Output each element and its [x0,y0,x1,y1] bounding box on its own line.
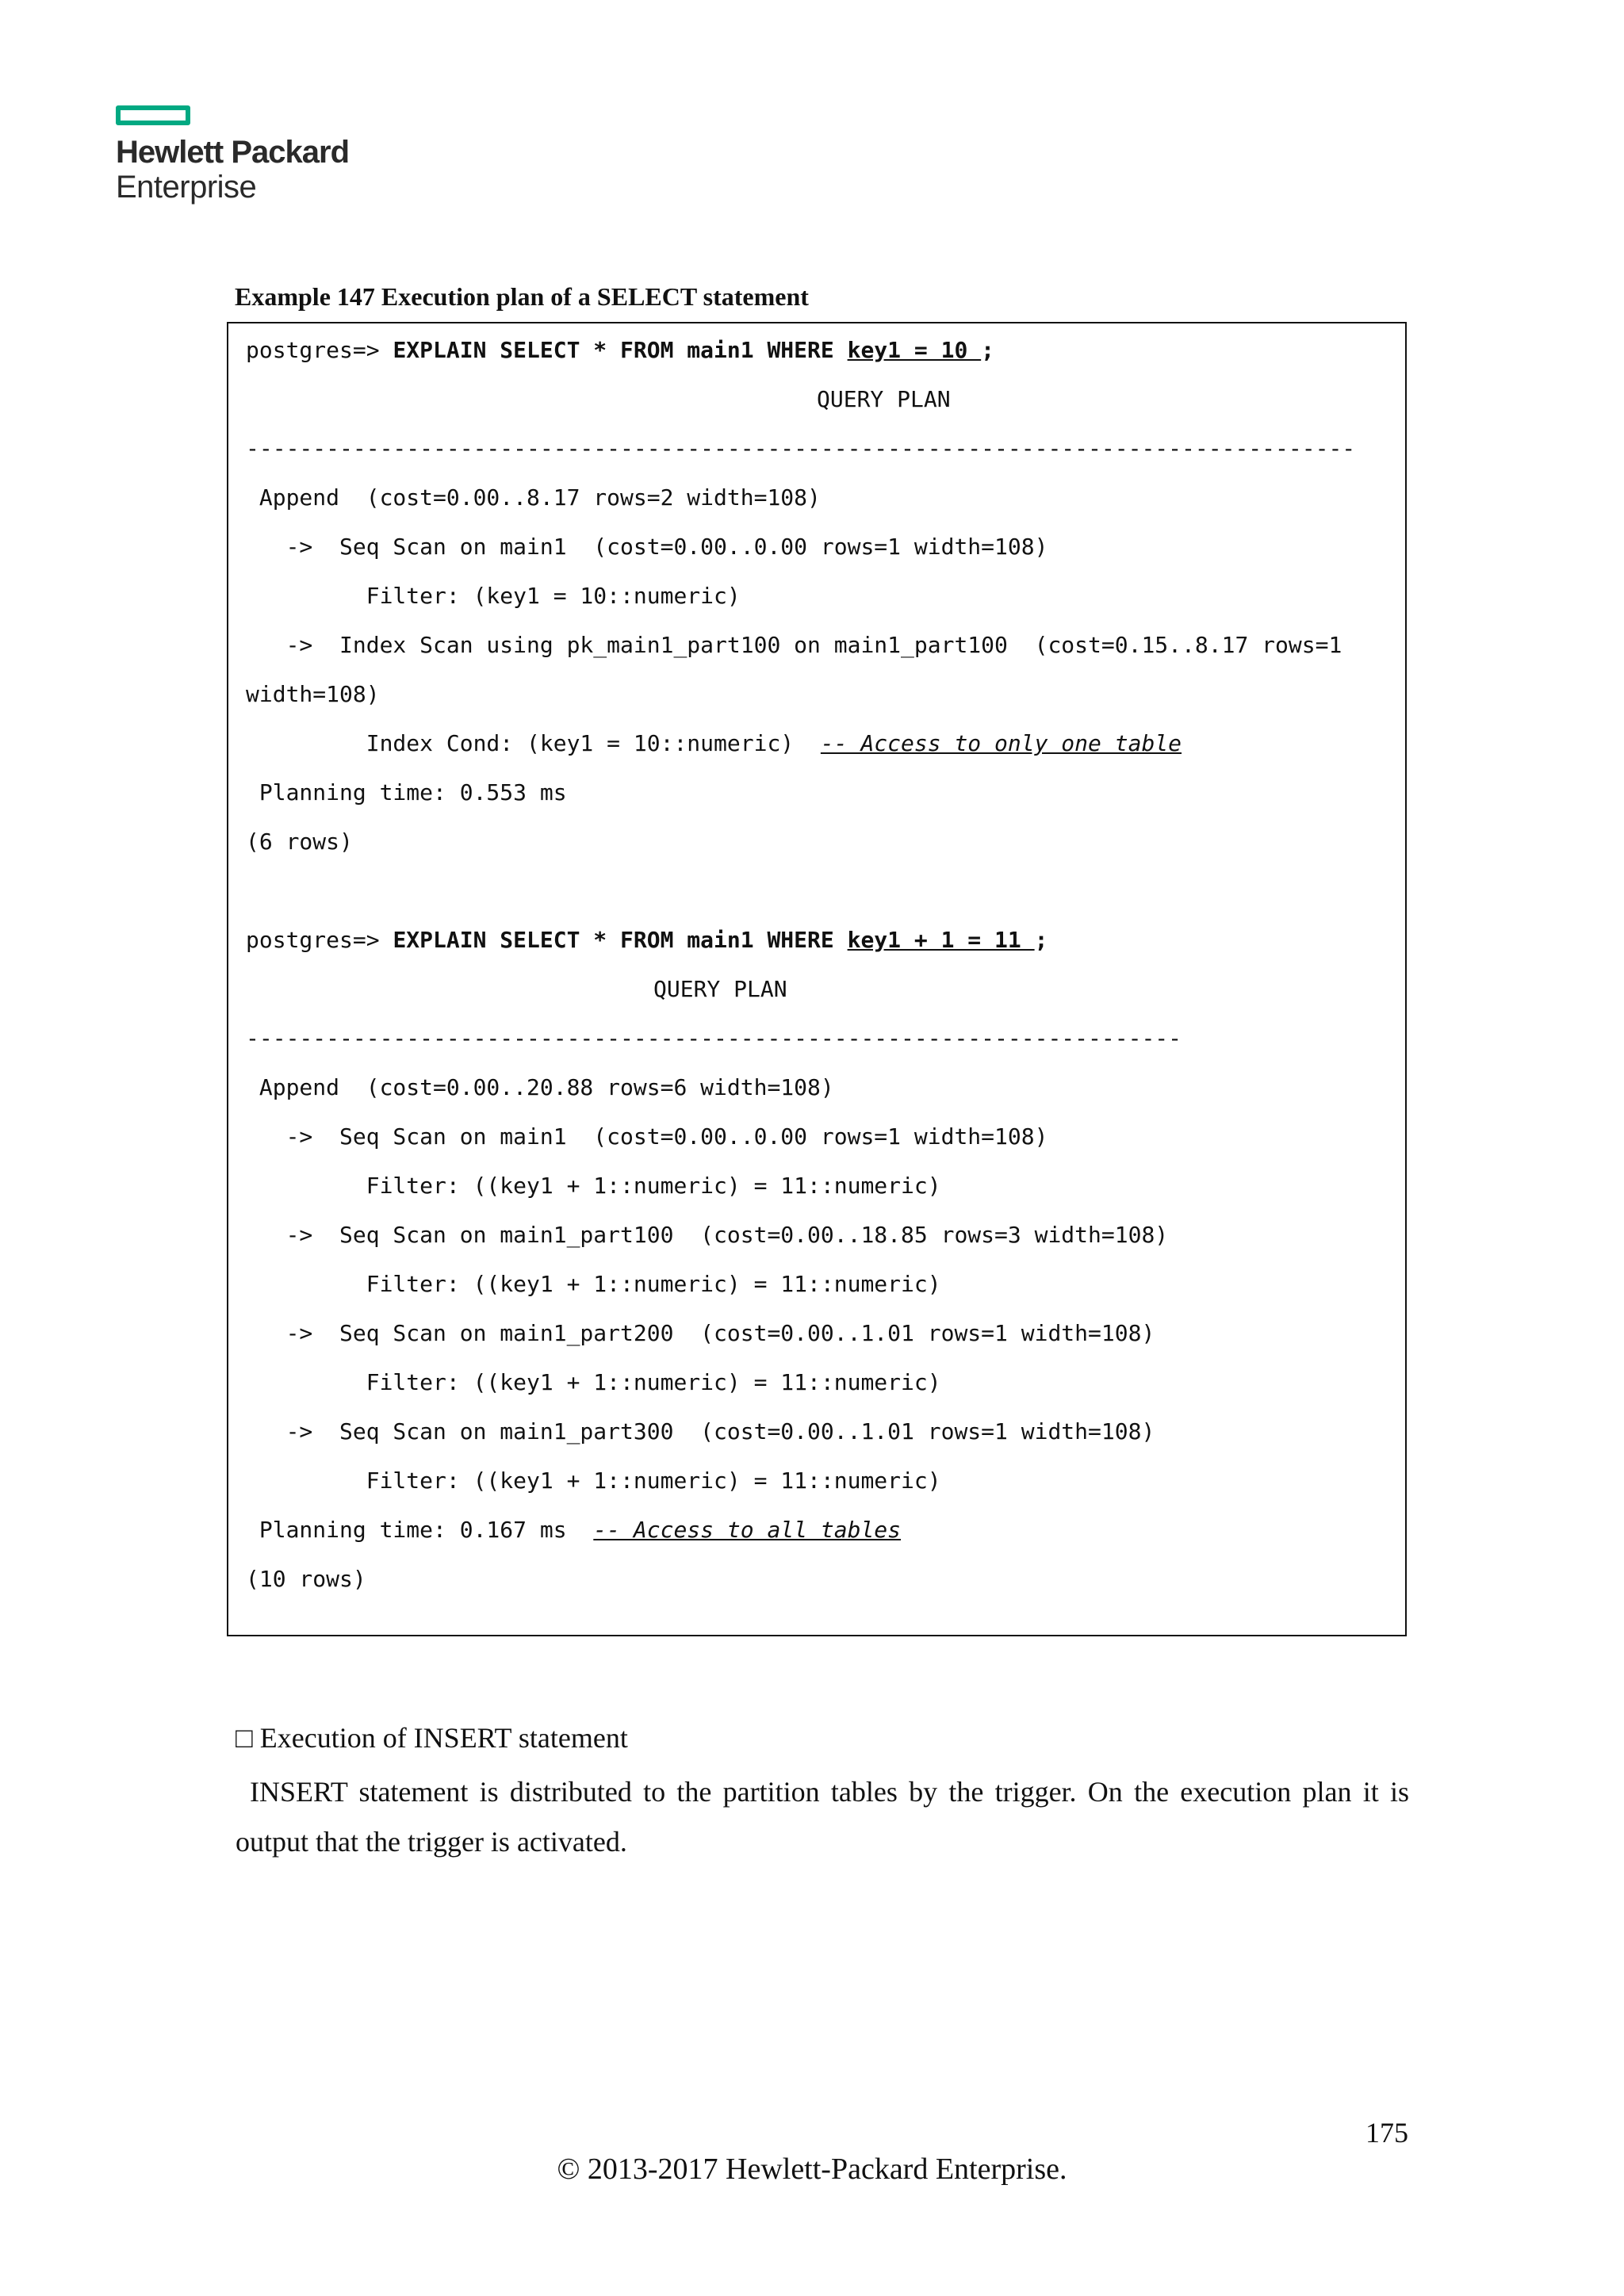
plan-line: Filter: (key1 = 10::numeric) [246,583,741,609]
code-command: EXPLAIN SELECT * FROM main1 WHERE [393,927,848,953]
code-command-1 [246,335,994,366]
code-condition: key1 + 1 = 11 [847,927,1035,953]
plan-comment: -- Access to all tables [593,1517,902,1543]
code-prompt: postgres=> [246,927,393,953]
plan-line: Filter: ((key1 + 1::numeric) = 11::numeric) [246,1369,941,1395]
plan-line: width=108) [246,681,380,707]
plan-line: -> Index Scan using pk_main1_part100 on main1_part100 (cost=0.15..8.17 rows=1 [246,632,1342,658]
code-condition: key1 = 10 [847,337,982,363]
plan-comment: -- Access to only one table [820,730,1182,756]
plan-line-text: Planning time: 0.167 ms [246,1517,594,1543]
body-paragraph: INSERT statement is distributed to the partition tables by the trigger. On the execution plan it is output that the trigger is activated. [236,1776,1409,1858]
plan-line: -> Seq Scan on main1 (cost=0.00..0.00 rows=1 width=108) [246,534,1048,560]
plan-line: -> Seq Scan on main1_part200 (cost=0.00..1.01 rows=1 width=108) [246,1320,1155,1346]
logo-text-line2: Enterprise [116,170,257,205]
plan-line: -> Seq Scan on main1_part100 (cost=0.00..18.85 rows=3 width=108) [246,1222,1169,1248]
plan-line: Planning time: 0.553 ms [246,779,567,806]
code-command-2 [246,924,1048,956]
code-terminator: ; [981,337,995,363]
logo-text-line1: Hewlett Packard [116,135,350,170]
hpe-logo [116,105,354,205]
plan-line: -> Seq Scan on main1 (cost=0.00..0.00 rows=1 width=108) [246,1123,1048,1150]
plan-line: Filter: ((key1 + 1::numeric) = 11::numeric) [246,1271,941,1297]
plan-divider-2: ---------------------------------------------------------------------- [246,1025,1182,1051]
plan-line [246,1514,901,1546]
copyright-notice: © 2013-2017 Hewlett-Packard Enterprise. [557,2152,1067,2186]
plan-line [246,728,1182,760]
section-heading: □ Execution of INSERT statement [236,1722,628,1754]
plan-row-count: (6 rows) [246,828,353,855]
code-command: EXPLAIN SELECT * FROM main1 WHERE [393,337,848,363]
plan-line: Filter: ((key1 + 1::numeric) = 11::numeric) [246,1468,941,1494]
code-prompt: postgres=> [246,337,393,363]
hpe-logo-mark [116,105,190,125]
plan-line: -> Seq Scan on main1_part300 (cost=0.00..1.01 rows=1 width=108) [246,1418,1155,1445]
code-listing [227,322,1407,1636]
plan-divider-1: ----------------------------------------------------------------------------------- [246,435,1356,461]
query-plan-header-1: QUERY PLAN [817,386,951,412]
page-number: 175 [1365,2117,1408,2149]
example-caption: Example 147 Execution plan of a SELECT statement [235,282,809,311]
plan-line: Append (cost=0.00..20.88 rows=6 width=108) [246,1074,834,1100]
plan-line: Filter: ((key1 + 1::numeric) = 11::numeric) [246,1173,941,1199]
code-terminator: ; [1034,927,1048,953]
query-plan-header-2: QUERY PLAN [653,976,787,1002]
plan-line: Append (cost=0.00..8.17 rows=2 width=108) [246,484,821,511]
plan-row-count: (10 rows) [246,1566,366,1592]
plan-line-text: Index Cond: (key1 = 10::numeric) [246,730,821,756]
